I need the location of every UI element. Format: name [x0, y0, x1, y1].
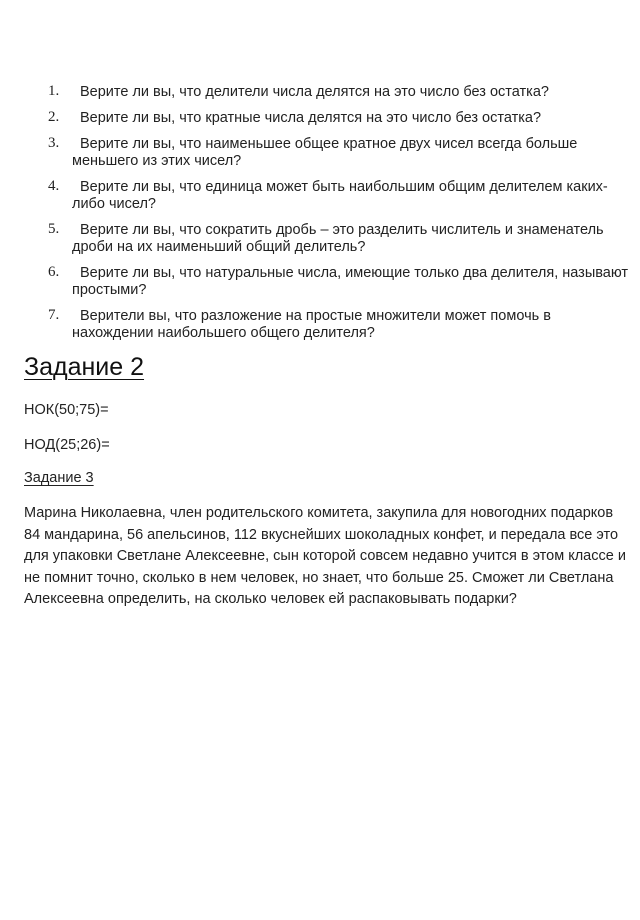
question-text: Верите ли вы, что делители числа делятся на это число без остатка?: [80, 84, 549, 100]
list-item: [44, 136, 636, 170]
lcm-expression: НОК(50;75)=: [24, 402, 109, 418]
question-number: 2.: [48, 109, 60, 125]
question-text: Верите ли вы, что единица может быть наибольшим общим делителем каких-либо чисел?: [72, 179, 608, 212]
task3-heading: Задание 3: [24, 470, 94, 486]
gcd-expression: НОД(25;26)=: [24, 437, 110, 453]
question-number: 4.: [48, 178, 60, 194]
task2-heading: Задание 2: [24, 353, 145, 381]
question-text: Верите ли вы, что натуральные числа, имеющие только два делителя, называют простыми?: [72, 265, 629, 298]
question-text: Верители вы, что разложение на простые множители может помочь в нахождении наибольшего общего делителя?: [72, 308, 551, 341]
question-number: 3.: [48, 135, 60, 151]
list-item: [44, 308, 636, 342]
question-text: Верите ли вы, что наименьшее общее кратное двух чисел всегда больше меньшего из этих чисел?: [72, 136, 578, 169]
question-number: 6.: [48, 264, 60, 280]
list-item: [44, 265, 636, 299]
list-item: [44, 84, 636, 101]
list-item: [44, 222, 636, 256]
question-number: 7.: [48, 307, 60, 323]
question-text: Верите ли вы, что кратные числа делятся на это число без остатка?: [80, 110, 542, 126]
question-number: 1.: [48, 83, 60, 99]
list-item: [44, 110, 636, 127]
task3-paragraph: Марина Николаевна, член родительского комитета, закупила для новогодних подарков 84 мандарина, 56 апельсинов, 112 вкуснейших шоколадных конфет, и передала все это для упаковки Светлане Алексеевне, сын которой совсем недавно учится в этом классе и не помнит точно, сколько в нем человек, но знает, что больше 25. Сможет ли Светлана Алексеевна определить, на сколько человек ей распаковывать подарки?: [24, 505, 626, 607]
question-number: 5.: [48, 221, 60, 237]
list-item: [44, 179, 636, 213]
question-text: Верите ли вы, что сократить дробь – это разделить числитель и знаменатель дроби на их наименьший общий делитель?: [72, 222, 604, 255]
questions-list: [44, 84, 636, 351]
